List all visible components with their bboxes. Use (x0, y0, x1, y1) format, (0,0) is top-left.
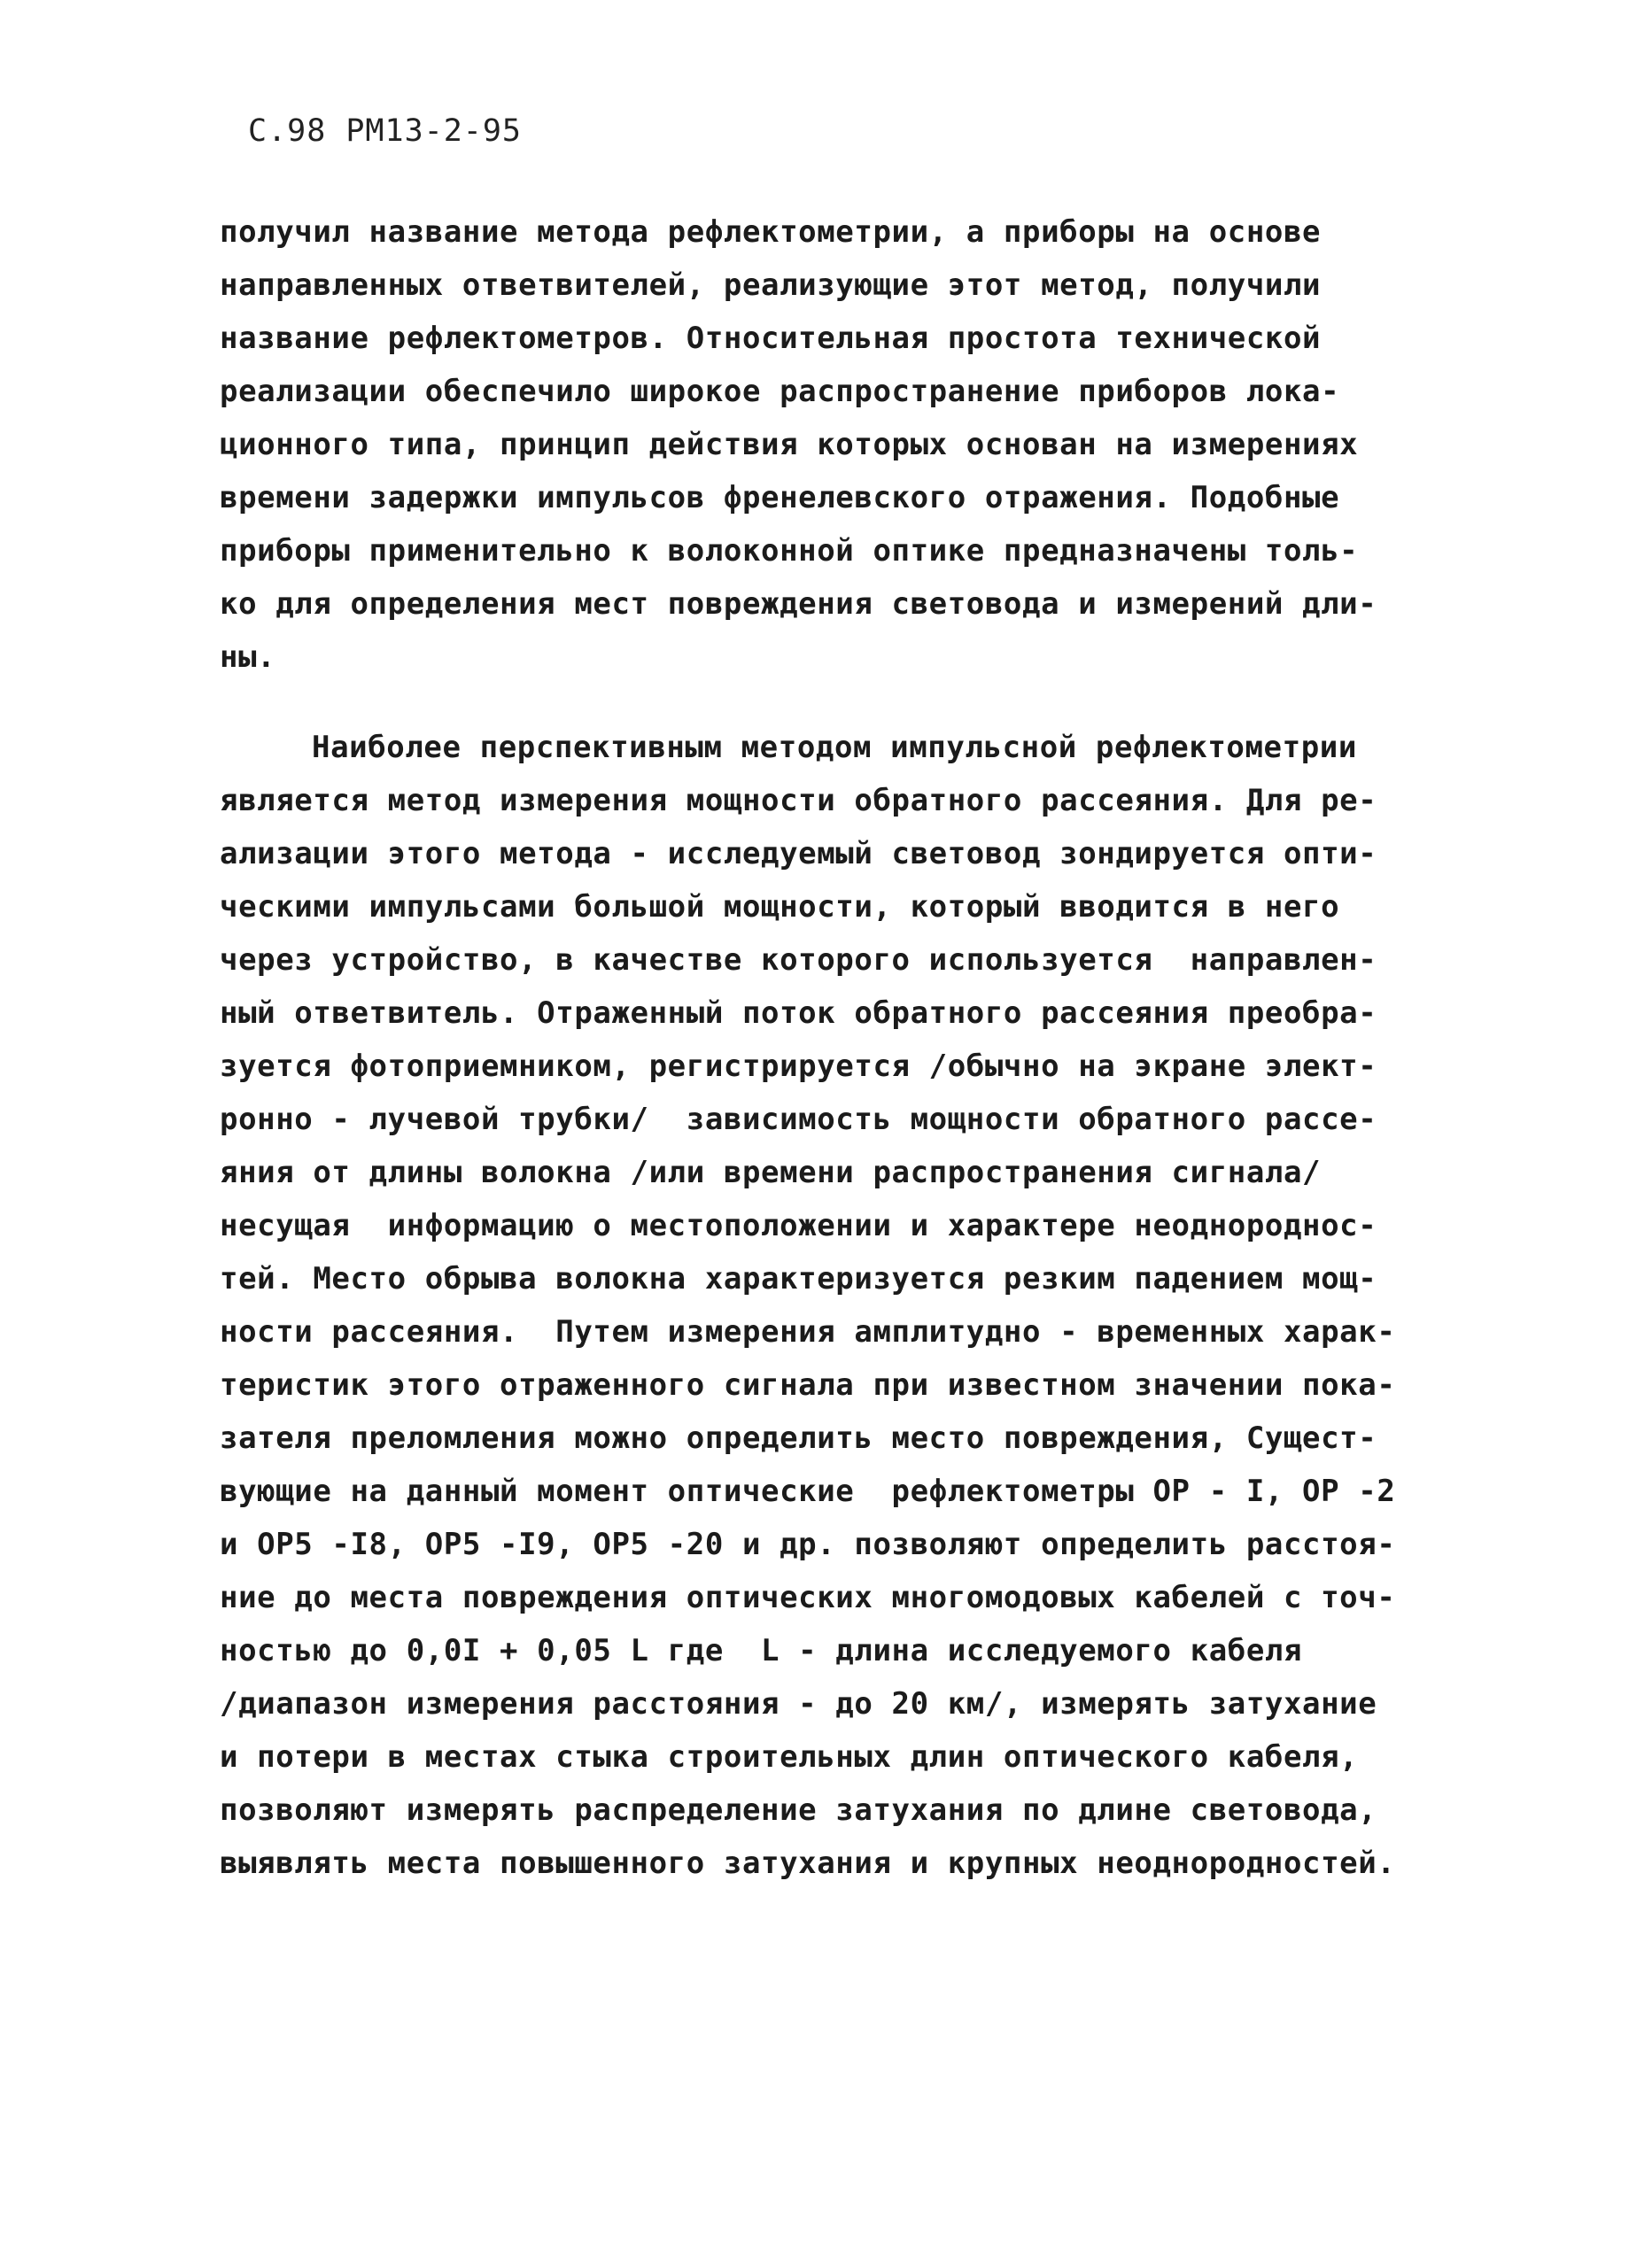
text-line: зателя преломления можно определить место повреждения, Сущест- (220, 1420, 1377, 1456)
text-line: яния от длины волокна /или времени распространения сигнала/ (220, 1155, 1322, 1190)
text-line: зуется фотоприемником, регистрируется /обычно на экране элект- (220, 1049, 1377, 1084)
text-line: ности рассеяния. Путем измерения амплитудно - временных харак- (220, 1314, 1396, 1350)
text-line: вующие на данный момент оптические рефлектометры ОР - I, ОР -2 (220, 1474, 1396, 1509)
text-line: приборы применительно к волоконной оптике предназначены толь- (220, 533, 1359, 569)
text-line: ционного типа, принцип действия которых основан на измерениях (220, 427, 1359, 462)
text-line: тей. Место обрыва волокна характеризуется резким падением мощ- (220, 1261, 1377, 1297)
document-body (220, 205, 1424, 1890)
text-line: времени задержки импульсов френелевского отражения. Подобные (220, 480, 1340, 515)
text-line: теристик этого отраженного сигнала при известном значении пока- (220, 1367, 1396, 1403)
text-line: ко для определения мест повреждения световода и измерений дли- (220, 586, 1377, 622)
text-line: получил название метода рефлектометрии, а приборы на основе (220, 214, 1322, 250)
text-line: ный ответвитель. Отраженный поток обратного рассеяния преобра- (220, 995, 1377, 1031)
paragraph-gap (220, 684, 1424, 721)
text-line: Наиболее перспективным методом импульсной рефлектометрии (312, 730, 1357, 765)
text-line: позволяют измерять распределение затухания по длине световода, (220, 1792, 1377, 1828)
text-line: название рефлектометров. Относительная простота технической (220, 321, 1322, 356)
text-line: ческими импульсами большой мощности, который вводится в него (220, 889, 1340, 925)
paragraph-2 (220, 721, 1424, 1890)
text-line: выявлять места повышенного затухания и крупных неоднородностей. (220, 1846, 1396, 1881)
text-line: и ОР5 -I8, ОР5 -I9, ОР5 -20 и др. позволяют определить расстоя- (220, 1527, 1396, 1562)
text-line: /диапазон измерения расстояния - до 20 км/, измерять затухание (220, 1686, 1377, 1722)
paragraph-1 (220, 205, 1424, 684)
text-line: и потери в местах стыка строительных длин оптического кабеля, (220, 1739, 1359, 1775)
text-line: ностью до 0,0I + 0,05 L где L - длина исследуемого кабеля (220, 1633, 1303, 1668)
text-line: ны. (220, 639, 276, 675)
page-reference: С.98 РМ13-2-95 (248, 113, 523, 149)
text-line: несущая информацию о местоположении и характере неоднороднос- (220, 1208, 1377, 1243)
text-line: ализации этого метода - исследуемый световод зондируется опти- (220, 836, 1377, 871)
text-line: через устройство, в качестве которого используется направлен- (220, 942, 1377, 978)
text-line: ние до места повреждения оптических многомодовых кабелей с точ- (220, 1580, 1396, 1615)
text-line: является метод измерения мощности обратного рассеяния. Для ре- (220, 783, 1377, 818)
text-line: ронно - лучевой трубки/ зависимость мощности обратного рассе- (220, 1102, 1377, 1137)
text-line: реализации обеспечило широкое распространение приборов лока- (220, 374, 1340, 409)
text-line: направленных ответвителей, реализующие этот метод, получили (220, 267, 1322, 303)
